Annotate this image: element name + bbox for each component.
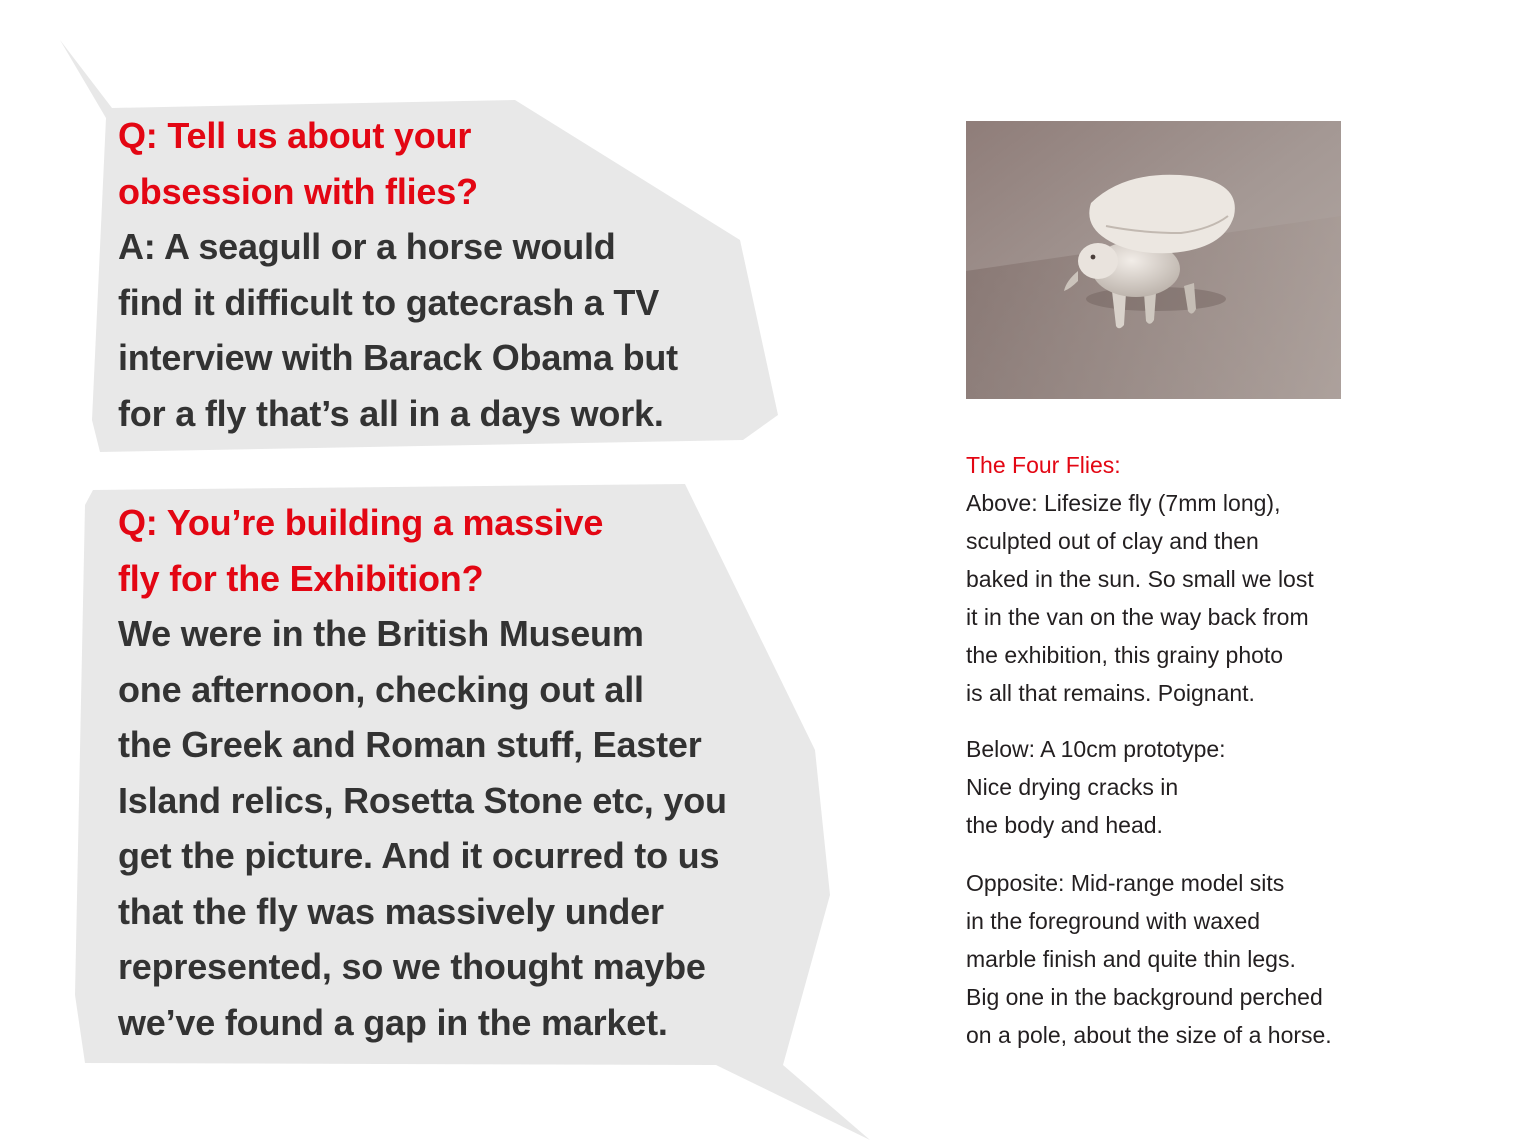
answer-line: for a fly that’s all in a days work. — [118, 392, 664, 434]
caption-title: The Four Flies: — [966, 452, 1121, 478]
caption-opposite — [966, 864, 1332, 1054]
answer-line: one afternoon, checking out all — [118, 668, 644, 710]
caption-line: Nice drying cracks in — [966, 774, 1179, 800]
qa-block-1 — [118, 108, 678, 441]
caption-line: baked in the sun. So small we lost — [966, 566, 1314, 592]
clay-fly-photo — [966, 121, 1341, 399]
caption-line: is all that remains. Poignant. — [966, 680, 1255, 706]
answer-line: get the picture. And it ocurred to us — [118, 835, 720, 876]
answer-line: the Greek and Roman stuff, Easter — [118, 724, 702, 765]
caption-line: Above: Lifesize fly (7mm long), — [966, 490, 1281, 516]
answer-line: find it difficult to gatecrash a TV — [118, 281, 660, 323]
question-line: obsession with flies? — [118, 170, 478, 212]
question-line: fly for the Exhibition? — [118, 557, 484, 599]
caption-line: Below: A 10cm prototype: — [966, 736, 1226, 762]
caption-line: Opposite: Mid-range model sits — [966, 870, 1285, 896]
qa-block-2 — [118, 495, 727, 1050]
answer-line: we’ve found a gap in the market. — [118, 1001, 668, 1043]
caption-below — [966, 730, 1226, 844]
answer-line: that the fly was massively under — [118, 890, 664, 932]
answer-line: A: A seagull or a horse would — [118, 226, 616, 267]
question-line: Q: You’re building a massive — [118, 502, 604, 543]
answer-line: Island relics, Rosetta Stone etc, you — [118, 779, 727, 821]
caption-line: the body and head. — [966, 812, 1163, 838]
caption-line: Big one in the background perched — [966, 984, 1323, 1010]
caption-above — [966, 484, 1314, 712]
caption-line: the exhibition, this grainy photo — [966, 642, 1284, 668]
caption-line: marble finish and quite thin legs. — [966, 946, 1296, 972]
caption-line: on a pole, about the size of a horse. — [966, 1022, 1332, 1048]
answer-line: We were in the British Museum — [118, 613, 644, 654]
caption-line: it in the van on the way back from — [966, 604, 1309, 630]
question-line: Q: Tell us about your — [118, 115, 472, 156]
caption-line: in the foreground with waxed — [966, 908, 1261, 934]
answer-line: represented, so we thought maybe — [118, 946, 706, 987]
answer-line: interview with Barack Obama but — [118, 337, 678, 378]
caption-line: sculpted out of clay and then — [966, 528, 1259, 554]
